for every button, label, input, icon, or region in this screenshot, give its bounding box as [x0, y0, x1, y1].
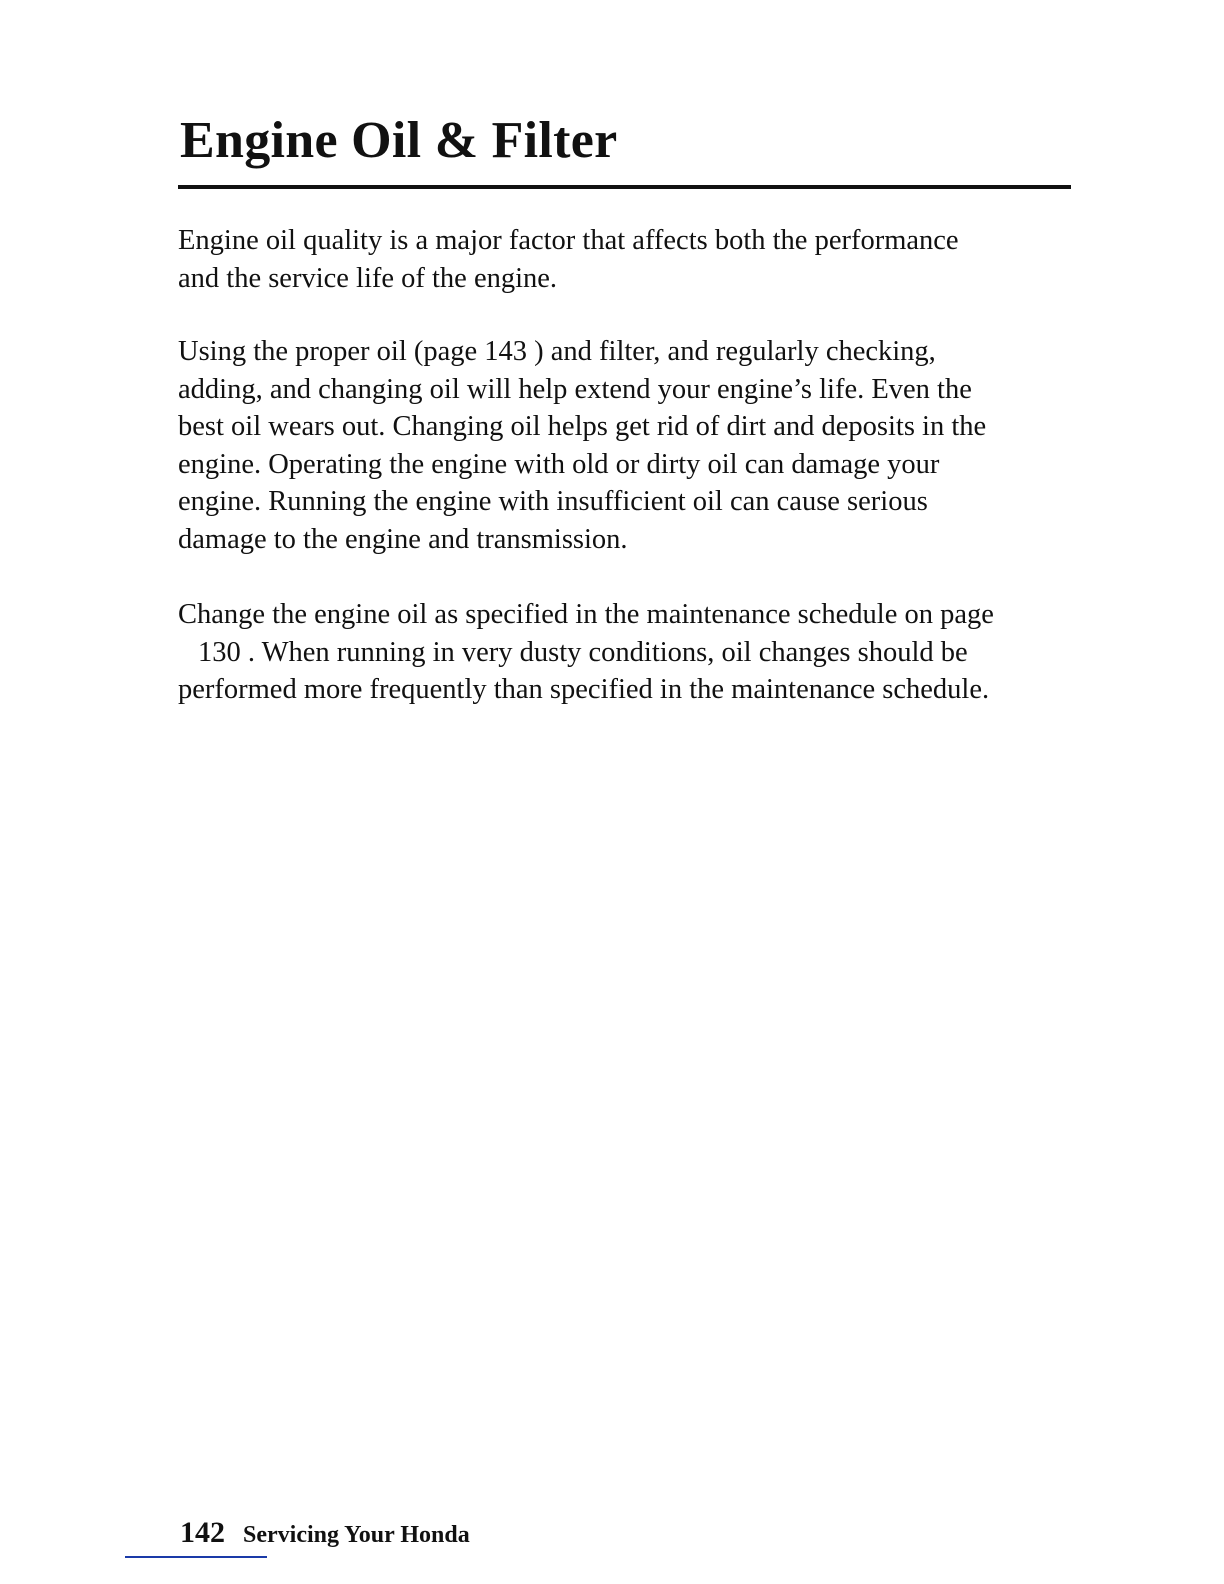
title-divider — [178, 185, 1071, 189]
paragraph-line: engine. Running the engine with insufficient oil can cause serious — [178, 486, 928, 517]
paragraph-change-schedule — [178, 596, 1058, 709]
footer-divider — [125, 1556, 267, 1558]
paragraph-line: adding, and changing oil will help extend your engine’s life. Even the — [178, 373, 972, 405]
paragraph-line: and the service life of the engine. — [178, 262, 558, 294]
paragraph-line: engine. Operating the engine with old or dirty oil can damage your — [178, 448, 940, 480]
page-title: Engine Oil & Filter — [180, 112, 618, 169]
page-footer — [180, 1516, 470, 1550]
section-name: Servicing Your Honda — [243, 1522, 470, 1548]
paragraph-line: best oil wears out. Changing oil helps get rid of dirt and deposits in the — [178, 411, 987, 442]
paragraph-proper-oil — [178, 333, 1058, 558]
paragraph-line: Change the engine oil as specified in the maintenance schedule on page — [178, 599, 994, 630]
paragraph-line: 130 . When running in very dusty conditions, oil changes should be — [198, 636, 968, 668]
paragraph-line: damage to the engine and transmission. — [178, 523, 628, 555]
paragraph-line: performed more frequently than specified in the maintenance schedule. — [178, 674, 990, 705]
paragraph-line: Using the proper oil (page 143 ) and filter, and regularly checking, — [178, 336, 936, 367]
paragraph-line: Engine oil quality is a major factor that affects both the performance — [178, 225, 959, 256]
paragraph-oil-quality — [178, 222, 1058, 297]
page-number: 142 — [180, 1516, 225, 1549]
